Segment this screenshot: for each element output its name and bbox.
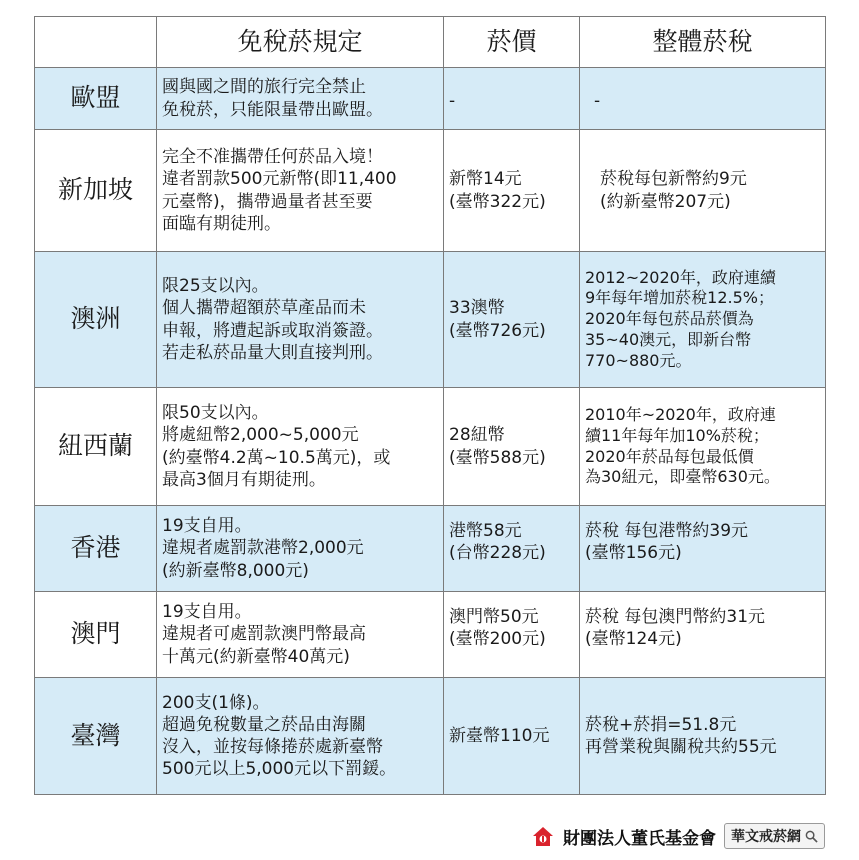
- rule-line: 沒入，並按每條捲菸處新臺幣: [162, 737, 383, 757]
- price-cell: [444, 592, 580, 678]
- price-line: (臺幣200元): [449, 629, 546, 650]
- price-line: (台幣228元): [449, 543, 546, 564]
- search-box[interactable]: [724, 823, 825, 849]
- tax-line: (約新臺幣207元): [600, 191, 731, 212]
- rule-cell: [157, 506, 444, 592]
- header-cell-tax: 整體菸稅: [580, 17, 826, 68]
- rule-line: (約新臺幣8,000元): [162, 560, 309, 581]
- rule-line: 19支自用。: [162, 516, 252, 537]
- price-line: 33澳幣: [449, 298, 505, 319]
- country-cell: 澳門: [35, 592, 157, 678]
- rule-line: 限25支以內。: [162, 276, 269, 297]
- tax-cell: [580, 252, 826, 388]
- price-line: (臺幣322元): [449, 191, 546, 212]
- rule-cell: [157, 68, 444, 130]
- rule-line: 免稅菸，只能限量帶出歐盟。: [162, 99, 383, 120]
- tax-line: 2010年~2020年，政府連: [585, 404, 776, 424]
- tax-line: 為30紐元，即臺幣630元。: [585, 467, 780, 487]
- table-header-row: [35, 17, 826, 68]
- rule-line: 違規者處罰款港幣2,000元: [162, 538, 364, 559]
- tax-line: 35~40澳元，即新台幣: [585, 329, 752, 349]
- header-cell-price: 菸價: [444, 17, 580, 68]
- rule-line: 十萬元(約新臺幣40萬元): [162, 646, 350, 667]
- table-row: [35, 506, 826, 592]
- tax-line: 再營業稅與關稅共約55元: [585, 737, 777, 757]
- tobacco-regulation-table: [34, 16, 826, 795]
- house-logo-icon: [531, 824, 555, 848]
- table-row: [35, 252, 826, 388]
- tax-line: 菸稅每包新幣約9元: [600, 169, 747, 190]
- tax-cell: [580, 506, 826, 592]
- rule-line: 元臺幣)，攜帶過量者甚至要: [162, 191, 373, 212]
- rule-cell: [157, 678, 444, 795]
- country-cell: 新加坡: [35, 130, 157, 252]
- tax-cell: [580, 388, 826, 506]
- search-icon: [805, 830, 818, 843]
- tax-line: 續11年每年加10%菸稅；: [585, 425, 769, 445]
- rule-cell: [157, 252, 444, 388]
- tax-line: -: [594, 91, 601, 111]
- rule-line: 面臨有期徒刑。: [162, 213, 281, 234]
- rule-line: 申報，將遭起訴或取消簽證。: [162, 320, 383, 341]
- table-row: [35, 130, 826, 252]
- tax-cell: [580, 592, 826, 678]
- rule-line: 500元以上5,000元以下罰鍰。: [162, 759, 397, 780]
- price-cell: [444, 388, 580, 506]
- footer: [531, 821, 825, 851]
- tax-line: (臺幣156元): [585, 543, 682, 564]
- table-row: [35, 388, 826, 506]
- price-cell: [444, 252, 580, 388]
- search-label: 華文戒菸網: [731, 829, 801, 845]
- table-row: [35, 678, 826, 795]
- rule-line: 違者罰款500元新幣(即11,400: [162, 169, 397, 190]
- tax-cell: [580, 130, 826, 252]
- country-cell: 臺灣: [35, 678, 157, 795]
- tax-cell: [580, 678, 826, 795]
- rule-line: 19支自用。: [162, 602, 252, 623]
- price-cell: [444, 506, 580, 592]
- rule-line: 限50支以內。: [162, 403, 269, 424]
- country-cell: 澳洲: [35, 252, 157, 388]
- tax-line: 2012~2020年，政府連續: [585, 267, 776, 287]
- tax-line: 菸稅 每包澳門幣約31元: [585, 607, 766, 627]
- price-cell: [444, 678, 580, 795]
- header-cell-rule: 免稅菸規定: [157, 17, 444, 68]
- tax-line: 770~880元。: [585, 350, 692, 370]
- rule-line: 若走私菸品量大則直接判刑。: [162, 342, 383, 363]
- tax-cell: [580, 68, 826, 130]
- country-cell: 歐盟: [35, 68, 157, 130]
- tax-line: 菸稅 每包港幣約39元: [585, 521, 749, 541]
- tax-line: (臺幣124元): [585, 629, 682, 650]
- rule-cell: [157, 592, 444, 678]
- country-cell: 紐西蘭: [35, 388, 157, 506]
- tax-line: 2020年每包菸品菸價為: [585, 309, 754, 329]
- price-line: 港幣58元: [449, 521, 522, 541]
- tax-line: 菸稅+菸捐=51.8元: [585, 714, 737, 735]
- price-cell: [444, 130, 580, 252]
- header-cell-blank: [35, 17, 157, 68]
- price-line: 新幣14元: [449, 169, 522, 190]
- rule-line: 最高3個月有期徒刑。: [162, 469, 326, 490]
- rule-line: 超過免稅數量之菸品由海關: [162, 714, 366, 735]
- rule-line: (約臺幣4.2萬~10.5萬元)，或: [162, 447, 391, 468]
- rule-cell: [157, 130, 444, 252]
- price-line: 澳門幣50元: [449, 607, 539, 627]
- foundation-name: 財團法人董氏基金會: [563, 828, 716, 849]
- table-row: [35, 592, 826, 678]
- price-line: (臺幣726元): [449, 320, 546, 341]
- tax-line: 2020年菸品每包最低價: [585, 446, 754, 466]
- rule-line: 個人攜帶超額菸草產品而未: [162, 298, 366, 319]
- table-row: [35, 68, 826, 130]
- rule-line: 完全不准攜帶任何菸品入境！: [162, 147, 383, 168]
- rule-line: 國與國之間的旅行完全禁止: [162, 77, 366, 98]
- rule-line: 違規者可處罰款澳門幣最高: [162, 624, 366, 645]
- price-line: 新臺幣110元: [449, 725, 550, 746]
- rule-cell: [157, 388, 444, 506]
- price-cell: [444, 68, 580, 130]
- price-line: (臺幣588元): [449, 447, 546, 468]
- country-cell: 香港: [35, 506, 157, 592]
- price-line: -: [449, 91, 456, 111]
- rule-line: 將處紐幣2,000~5,000元: [162, 425, 359, 446]
- tax-line: 9年每年增加菸稅12.5%；: [585, 288, 775, 308]
- price-line: 28紐幣: [449, 425, 505, 446]
- rule-line: 200支(1條)。: [162, 692, 270, 713]
